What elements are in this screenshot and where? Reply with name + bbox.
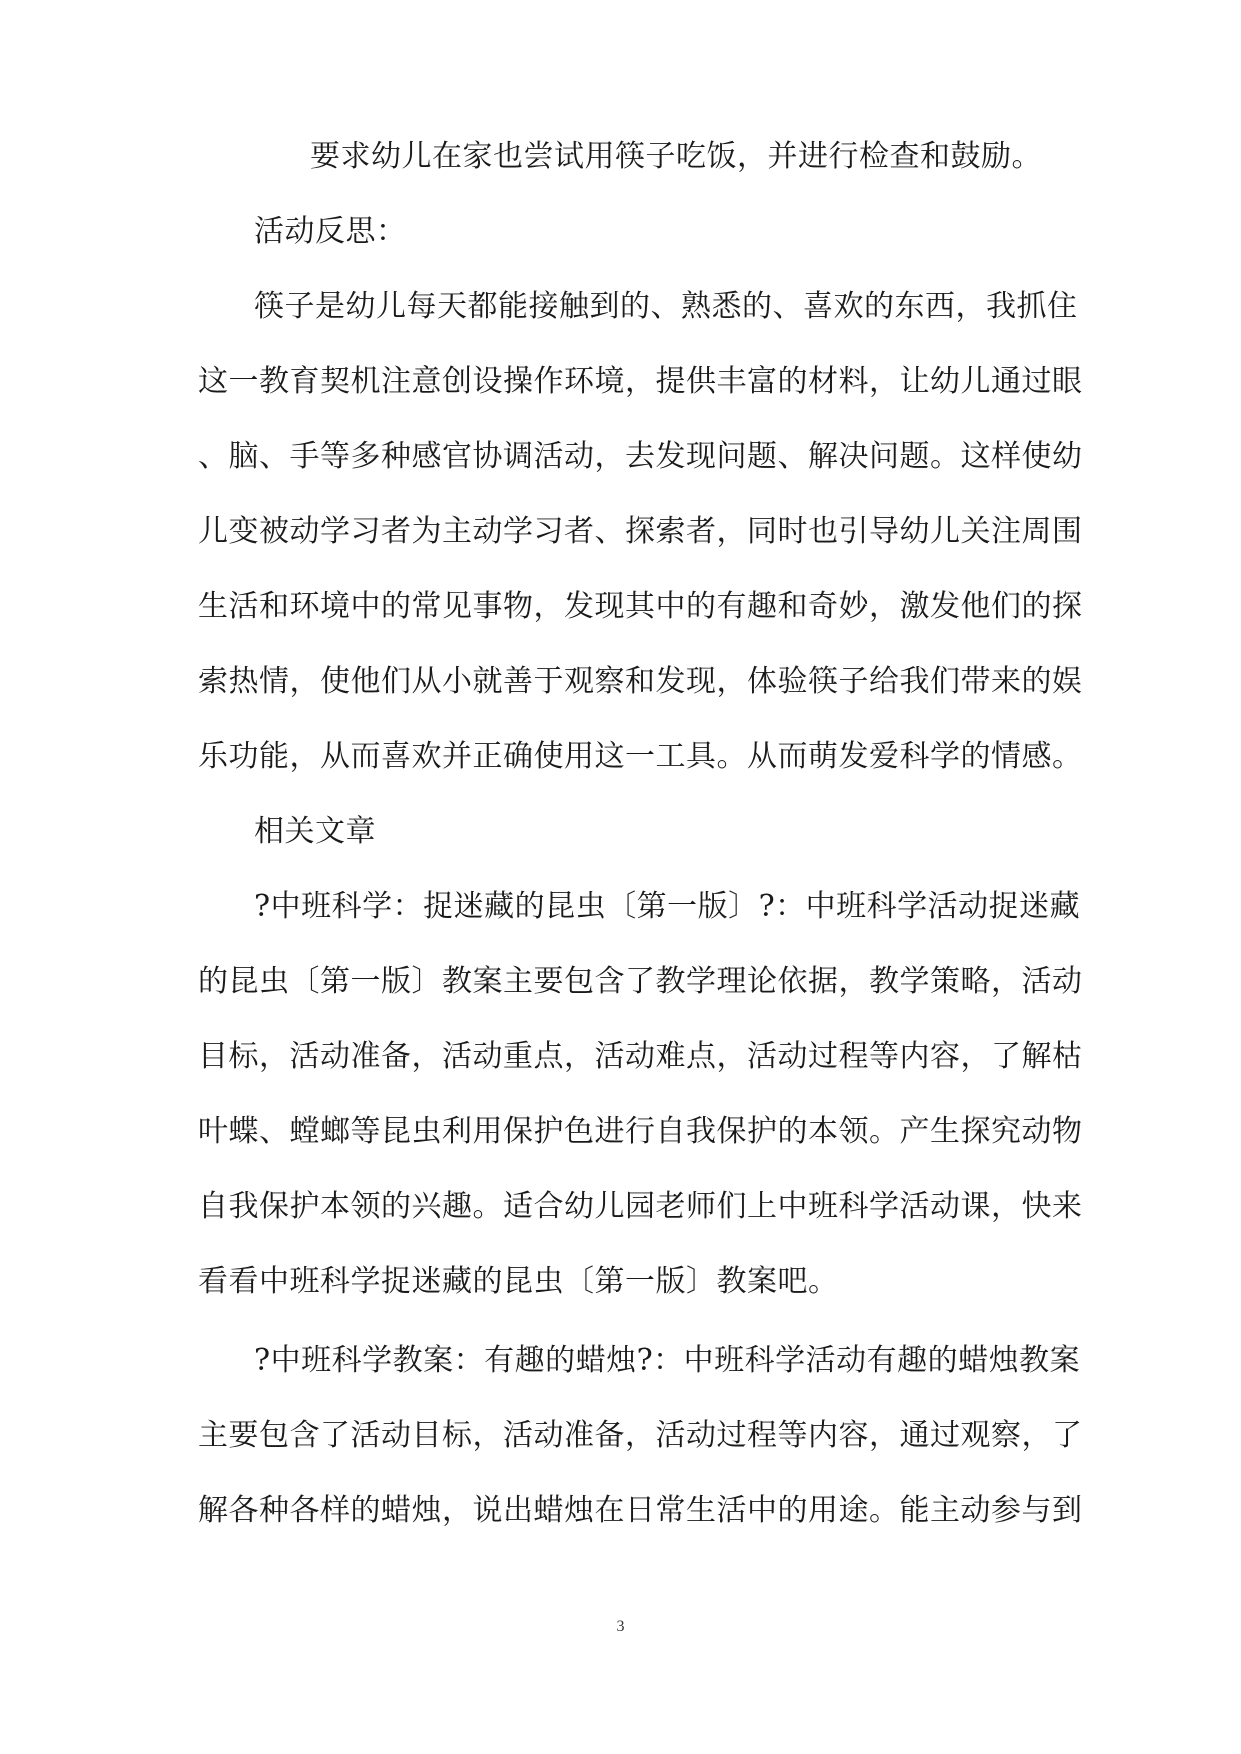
- page-number: 3: [616, 1618, 625, 1635]
- section-heading-reflection: 活动反思：: [254, 214, 407, 249]
- text-line: 筷子是幼儿每天都能接触到的、熟悉的、喜欢的东西，我抓住: [254, 289, 1078, 324]
- text-line: 索热情，使他们从小就善于观察和发现，体验筷子给我们带来的娱: [198, 664, 1083, 699]
- text-line: 的昆虫〔第一版〕教案主要包含了教学理论依据，教学策略，活动: [198, 964, 1083, 999]
- text-line: 解各种各样的蜡烛，说出蜡烛在日常生活中的用途。能主动参与到: [198, 1493, 1083, 1528]
- section-heading-related: 相关文章: [254, 814, 376, 849]
- related-article-line: ?中班科学教案：有趣的蜡烛?：中班科学活动有趣的蜡烛教案: [254, 1343, 1081, 1378]
- text-line: 儿变被动学习者为主动学习者、探索者，同时也引导幼儿关注周围: [198, 514, 1083, 549]
- text-line: 叶蝶、螳螂等昆虫利用保护色进行自我保护的本领。产生探究动物: [198, 1114, 1083, 1149]
- text-line: 自我保护本领的兴趣。适合幼儿园老师们上中班科学活动课，快来: [198, 1189, 1083, 1224]
- text-line: 目标，活动准备，活动重点，活动难点，活动过程等内容，了解枯: [198, 1039, 1083, 1074]
- text-line: 这一教育契机注意创设操作环境，提供丰富的材料，让幼儿通过眼: [198, 364, 1083, 399]
- text-line: 主要包含了活动目标，活动准备，活动过程等内容，通过观察，了: [198, 1418, 1083, 1453]
- text-line: 、脑、手等多种感官协调活动，去发现问题、解决问题。这样使幼: [198, 439, 1083, 474]
- text-line: 乐功能，从而喜欢并正确使用这一工具。从而萌发爱科学的情感。: [198, 739, 1083, 774]
- text-line: 生活和环境中的常见事物，发现其中的有趣和奇妙，激发他们的探: [198, 589, 1083, 624]
- text-line: 要求幼儿在家也尝试用筷子吃饭，并进行检查和鼓励。: [310, 139, 1042, 174]
- text-line: 看看中班科学捉迷藏的昆虫〔第一版〕教案吧。: [198, 1264, 839, 1299]
- related-article-line: ?中班科学：捉迷藏的昆虫〔第一版〕?：中班科学活动捉迷藏: [254, 889, 1081, 924]
